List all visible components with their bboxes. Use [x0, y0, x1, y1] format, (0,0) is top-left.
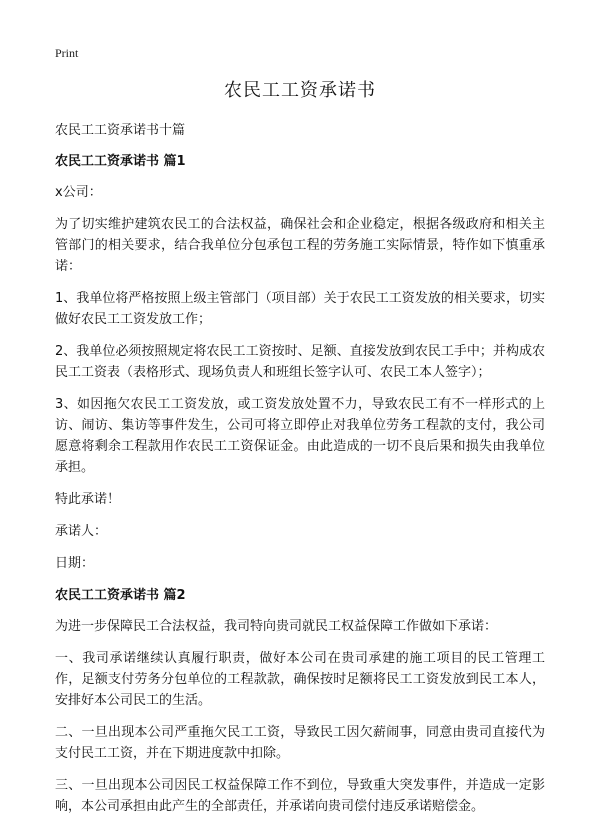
- closing-statement: 特此承诺！: [55, 492, 121, 507]
- document-title: 农民工工资承诺书: [224, 80, 376, 101]
- paragraph: 一、我司承诺继续认真履行职责，做好本公司在贵司承建的施工项目的民工管理工作，足额支付劳务分包单位的工程款款，确保按时足额将民工工资发放到民工本人，安排好本公司民工的生活。: [55, 651, 545, 708]
- salutation: x公司：: [55, 185, 102, 200]
- section-1: [55, 151, 545, 574]
- section-heading: 农民工工资承诺书 篇1: [55, 154, 186, 169]
- section-2: [55, 585, 545, 817]
- paragraph: 为进一步保障民工合法权益，我司特向贵司就民工权益保障工作做如下承诺：: [55, 619, 498, 634]
- paragraph: 为了切实维护建筑农民工的合法权益，确保社会和企业稳定，根据各级政府和相关主管部门的相关要求，结合我单位分包承包工程的劳务施工实际情景，特作如下慎重承诺：: [55, 217, 545, 274]
- paragraph: 二、一旦出现本公司严重拖欠民工工资，导致民工因欠薪闹事，同意由贵司直接代为支付民工工资，并在下期进度款中扣除。: [55, 725, 545, 761]
- signatory-field: 承诺人：: [55, 524, 108, 539]
- date-field: 日期：: [55, 556, 95, 571]
- print-label: Print: [55, 46, 79, 60]
- document-body: [55, 78, 545, 828]
- section-heading: 农民工工资承诺书 篇2: [55, 588, 186, 603]
- paragraph: 3、如因拖欠农民工工资发放，或工资发放处置不力，导致农民工有不一样形式的上访、闹访、集访等事件发生，公司可将立即停止对我单位劳务工程款的支付，我公司愿意将剩余工程款用作农民工工资保证金。由此造成的一切不良后果和损失由我单位承担。: [55, 397, 545, 475]
- paragraph: 1、我单位将严格按照上级主管部门（项目部）关于农民工工资发放的相关要求，切实做好农民工工资发放工作；: [55, 291, 545, 327]
- paragraph: 三、一旦出现本公司因民工权益保障工作不到位，导致重大突发事件，并造成一定影响，本公司承担由此产生的全部责任，并承诺向贵司偿付违反承诺赔偿金。: [55, 778, 545, 814]
- paragraph: 2、我单位必须按照规定将农民工工资按时、足额、直接发放到农民工手中；并构成农民工工资表（表格形式、现场负责人和班组长签字认可、农民工本人签字）；: [55, 344, 545, 380]
- document-intro: 农民工工资承诺书十篇: [55, 123, 186, 138]
